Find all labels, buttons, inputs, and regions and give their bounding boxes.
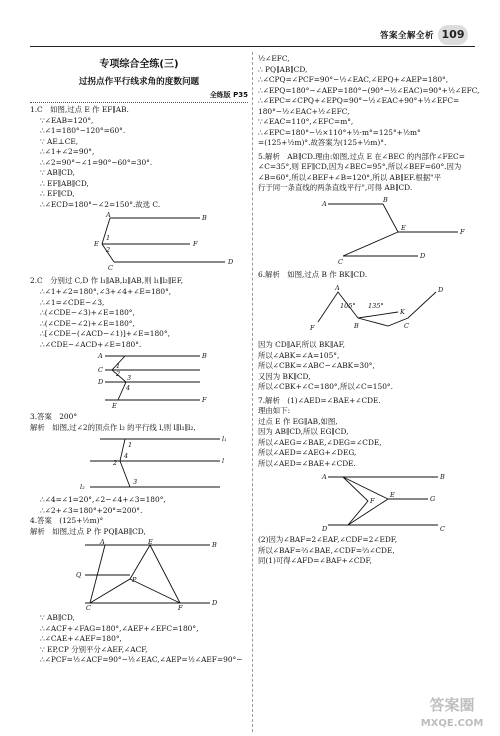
angle-2-label: 2 <box>106 246 111 255</box>
question-7 <box>258 396 470 470</box>
angle-2-label: 2 <box>113 459 118 468</box>
figure-q2 <box>30 352 248 410</box>
angle-105-label: 105° <box>340 302 356 311</box>
question-4-continued <box>258 54 480 149</box>
angle-3-label: 3 <box>127 374 132 383</box>
label-f: F <box>310 324 315 333</box>
section-subtitle: 过拐点作平行线求角的度数问题 <box>78 77 200 88</box>
q1-line: ∴ EF∥AB∥CD, <box>40 178 89 188</box>
line-l1-label: l₁ <box>222 435 227 444</box>
page-number-badge: 109 <box>438 25 468 45</box>
q2-line: ∴(∠CDE−∠3)+∠E=180°, <box>40 308 135 318</box>
q4c-line: ½∠EFC, <box>258 54 290 63</box>
q7-line: 过点 E 作 EG∥AB,如图, <box>258 416 338 426</box>
q6-line: 所以∠ABK=∠A=105°, <box>258 350 340 360</box>
q2-line: ∴∠1=∠CDE−∠3, <box>40 297 105 307</box>
q4c-line: ∴∠EPC=180°−½×110°+½·m°=125°+½m° <box>258 127 421 137</box>
line-l2-label: l₂ <box>80 483 85 492</box>
label-c: C <box>108 264 113 273</box>
page-header <box>0 0 500 48</box>
label-d: D <box>420 251 426 260</box>
label-b: B <box>212 541 217 550</box>
label-e: E <box>401 223 406 232</box>
q1-line: ∴ EF∥CD, <box>40 189 75 199</box>
q6-line: 6.解析 如图,过点 B 作 BK∥CD. <box>258 269 368 279</box>
right-column <box>258 54 480 567</box>
question-7-part2 <box>258 535 470 567</box>
q4-answer: 4.答案 (125+½m)° <box>30 516 104 526</box>
label-c: C <box>86 604 91 612</box>
label-c: C <box>98 366 103 375</box>
label-f: F <box>193 240 198 249</box>
label-d: D <box>322 525 328 534</box>
question-1 <box>30 105 248 210</box>
q3-line: ∴∠4=∠1=20°,∠2−∠4+∠3=180°, <box>40 495 166 505</box>
label-a: A <box>335 284 340 293</box>
angle-1-label: 1 <box>106 234 111 243</box>
q3-line: 解析 如图,过∠2的顶点作 l₂ 的平行线 l,则 l∥l₁∥l₂, <box>30 422 196 432</box>
q7-line: 7.解析 (1)∠AED=∠BAE+∠CDE. <box>258 395 381 405</box>
q7-line: 所以∠AED=∠AEG+∠DEG, <box>258 448 357 458</box>
q5-line: 行于同一条直线的两条直线平行",可得 AB∥CD. <box>258 183 413 193</box>
q1-line: 1.C 如图,过点 E 作 EF∥AB. <box>30 105 129 115</box>
q7-line: 因为 AB∥CD,所以 EG∥CD, <box>258 427 349 437</box>
question-4 <box>30 516 248 537</box>
q4c-line: ∵∠EAC=110°,∠EFC=m°, <box>258 117 354 127</box>
question-3-cont <box>30 495 248 516</box>
figure-q7 <box>258 471 470 533</box>
header-title: 答案全解全析 <box>379 31 434 41</box>
q6-line: 因为 CD∥AF,所以 BK∥AF, <box>258 340 345 350</box>
figure-q5 <box>258 196 470 268</box>
label-d: D <box>228 258 234 267</box>
label-e: E <box>112 402 117 411</box>
q4c-line: 180°−½∠EAC+½∠EFC, <box>258 106 350 116</box>
label-b: B <box>440 473 445 482</box>
q1-line: ∵ AB∥CD, <box>40 168 75 178</box>
q2-line: ∴∠CDE−∠ACD+∠E=180°. <box>40 339 142 349</box>
figure-q4 <box>30 539 248 611</box>
label-b: B <box>354 322 359 331</box>
watermark-text: 答案圈 <box>429 696 475 714</box>
label-c: C <box>404 322 409 331</box>
q4c-line: ∴∠EPQ=180°−∠AEP=180°−(90°−½∠EAC)=90°+½∠EFC, <box>258 85 480 95</box>
q4-line: ∵ EP,CP 分别平分∠AEF,∠ACF, <box>40 644 148 654</box>
question-5 <box>258 152 470 194</box>
q2-line: ∴(∠CDE−∠2)+∠E=180°, <box>40 318 135 328</box>
label-f: F <box>178 604 183 612</box>
figure-q6 <box>258 282 470 338</box>
q6-line: 所以∠CBK+∠C=180°,所以∠C=150°. <box>258 382 393 392</box>
label-b: B <box>383 195 388 204</box>
label-b: B <box>202 214 207 223</box>
q1-line: ∴∠1=180°−120°=60°. <box>40 126 126 136</box>
q4c-line: ∴∠EPC=∠CPQ+∠EPQ=90°−½∠EAC+90°+½∠EFC= <box>258 96 460 106</box>
label-f: F <box>370 497 375 506</box>
q1-line: ∵∠EAB=120°, <box>40 115 94 125</box>
label-a: A <box>100 539 105 547</box>
q4-line: ∴∠PCF=½∠ACF=90°−½∠EAC,∠AEP=½∠AEF=90°− <box>40 655 243 665</box>
q3-answer: 3.答案 200° <box>30 412 78 422</box>
label-f: F <box>202 396 207 405</box>
label-e: E <box>148 539 153 547</box>
figure-q1 <box>30 212 248 274</box>
label-a: A <box>98 352 103 361</box>
q4-line: ∴∠ACF+∠FAG=180°,∠AEF+∠EFC=180°, <box>40 623 199 633</box>
q2-line: 2.C 分别过 C,D 作 l₁∥AB,l₂∥AB,则 l₁∥l₂∥EF, <box>30 276 184 286</box>
q4-line: ∴∠CAE+∠AEF=180°, <box>40 634 122 644</box>
angle-4-label: 4 <box>124 452 129 461</box>
q4c-line: ∴∠CPQ=∠PCF=90°−½∠EAC,∠EPQ+∠AEP=180°, <box>258 75 449 85</box>
label-g: G <box>430 495 436 504</box>
q2-line: ∴∠1+∠2=180°,∠3+∠4+∠E=180°, <box>40 287 172 296</box>
angle-3-label: 3 <box>133 478 138 487</box>
q2-line: ∴[∠CDE−(∠ACD−∠1)]+∠E=180°, <box>40 329 170 339</box>
question-4-cont <box>30 613 248 666</box>
label-a: A <box>322 473 327 482</box>
left-column <box>30 54 248 666</box>
q3-line: ∴∠2+∠3=180°+20°=200°. <box>40 505 143 515</box>
angle-4-label: 4 <box>126 384 131 393</box>
q7-line: 所以∠AED=∠BAE+∠CDE. <box>258 458 356 468</box>
q4c-line: =(125+½m)°.故答案为(125+½m)°. <box>258 138 387 148</box>
q7b-line: 所以∠BAF=⅔∠BAE,∠CDF=⅔∠CDE, <box>258 545 395 555</box>
angle-1-label: 1 <box>116 362 121 371</box>
q5-line: ∠B=60°,所以∠BEF+∠B=120°,所以 AB∥EF.根据"平 <box>258 172 441 182</box>
label-p: P <box>132 576 137 585</box>
watermark-logo <box>410 692 494 732</box>
q4c-line: ∴ PQ∥AB∥CD, <box>258 64 308 74</box>
q7-line: 所以∠AEG=∠BAE,∠DEG=∠CDE, <box>258 437 382 447</box>
q1-line: ∵ AE⊥CE, <box>40 136 79 146</box>
q7-line: 理由如下: <box>258 406 291 416</box>
q4-line: ∵ AB∥CD, <box>40 613 75 623</box>
label-b: B <box>202 352 207 361</box>
label-k: K <box>400 308 405 317</box>
label-f: F <box>460 227 465 236</box>
label-d: D <box>98 378 104 387</box>
label-c: C <box>338 257 343 266</box>
question-6-cont <box>258 340 470 393</box>
label-d: D <box>438 286 444 295</box>
label-q: Q <box>76 571 82 580</box>
question-3 <box>30 412 248 433</box>
q1-line: ∴∠1+∠2=90°, <box>40 147 95 157</box>
label-e: E <box>94 240 99 249</box>
figure-q3 <box>30 435 248 493</box>
q5-line: 5.解析 AB∥CD.理由:如图,过点 E 在∠BEC 的内部作∠FEC= <box>258 151 465 161</box>
watermark-url: MXQE.COM <box>420 718 484 729</box>
section-reference: 全练版 P35 <box>30 91 248 103</box>
column-divider <box>252 52 253 732</box>
label-c: C <box>440 525 445 534</box>
label-a: A <box>322 199 327 208</box>
angle-1-label: 1 <box>128 441 133 450</box>
question-6 <box>258 270 470 281</box>
label-d: D <box>212 599 218 608</box>
q1-line: ∴∠ECD=180°−∠2=150°.故选 C. <box>40 199 161 209</box>
label-e: E <box>390 491 395 500</box>
q4-line: 解析 如图,过点 P 作 PQ∥AB∥CD, <box>30 526 146 536</box>
section-title: 专项综合全练(三) <box>99 59 179 70</box>
line-l-label: l <box>222 457 225 466</box>
label-a: A <box>106 212 111 220</box>
q7b-line: 同(1)可得∠AFD=∠BAF+∠CDF, <box>258 556 372 566</box>
q7b-line: (2)因为∠BAF=2∠EAF,∠CDF=2∠EDF, <box>258 535 398 545</box>
q1-line: ∴∠2=90°−∠1=90°−60°=30°. <box>40 157 153 167</box>
angle-135-label: 135° <box>368 302 384 311</box>
angle-2-label: 2 <box>116 370 121 379</box>
q6-line: 所以∠CBK=∠ABC−∠ABK=30°, <box>258 361 375 371</box>
q5-line: ∠C=35°,则 EF∥CD,因为∠BEC=95°,所以∠BEF=60°.因为 <box>258 162 462 172</box>
header-rule <box>30 46 475 47</box>
q6-line: 又因为 BK∥CD, <box>258 371 311 381</box>
question-2 <box>30 276 248 350</box>
